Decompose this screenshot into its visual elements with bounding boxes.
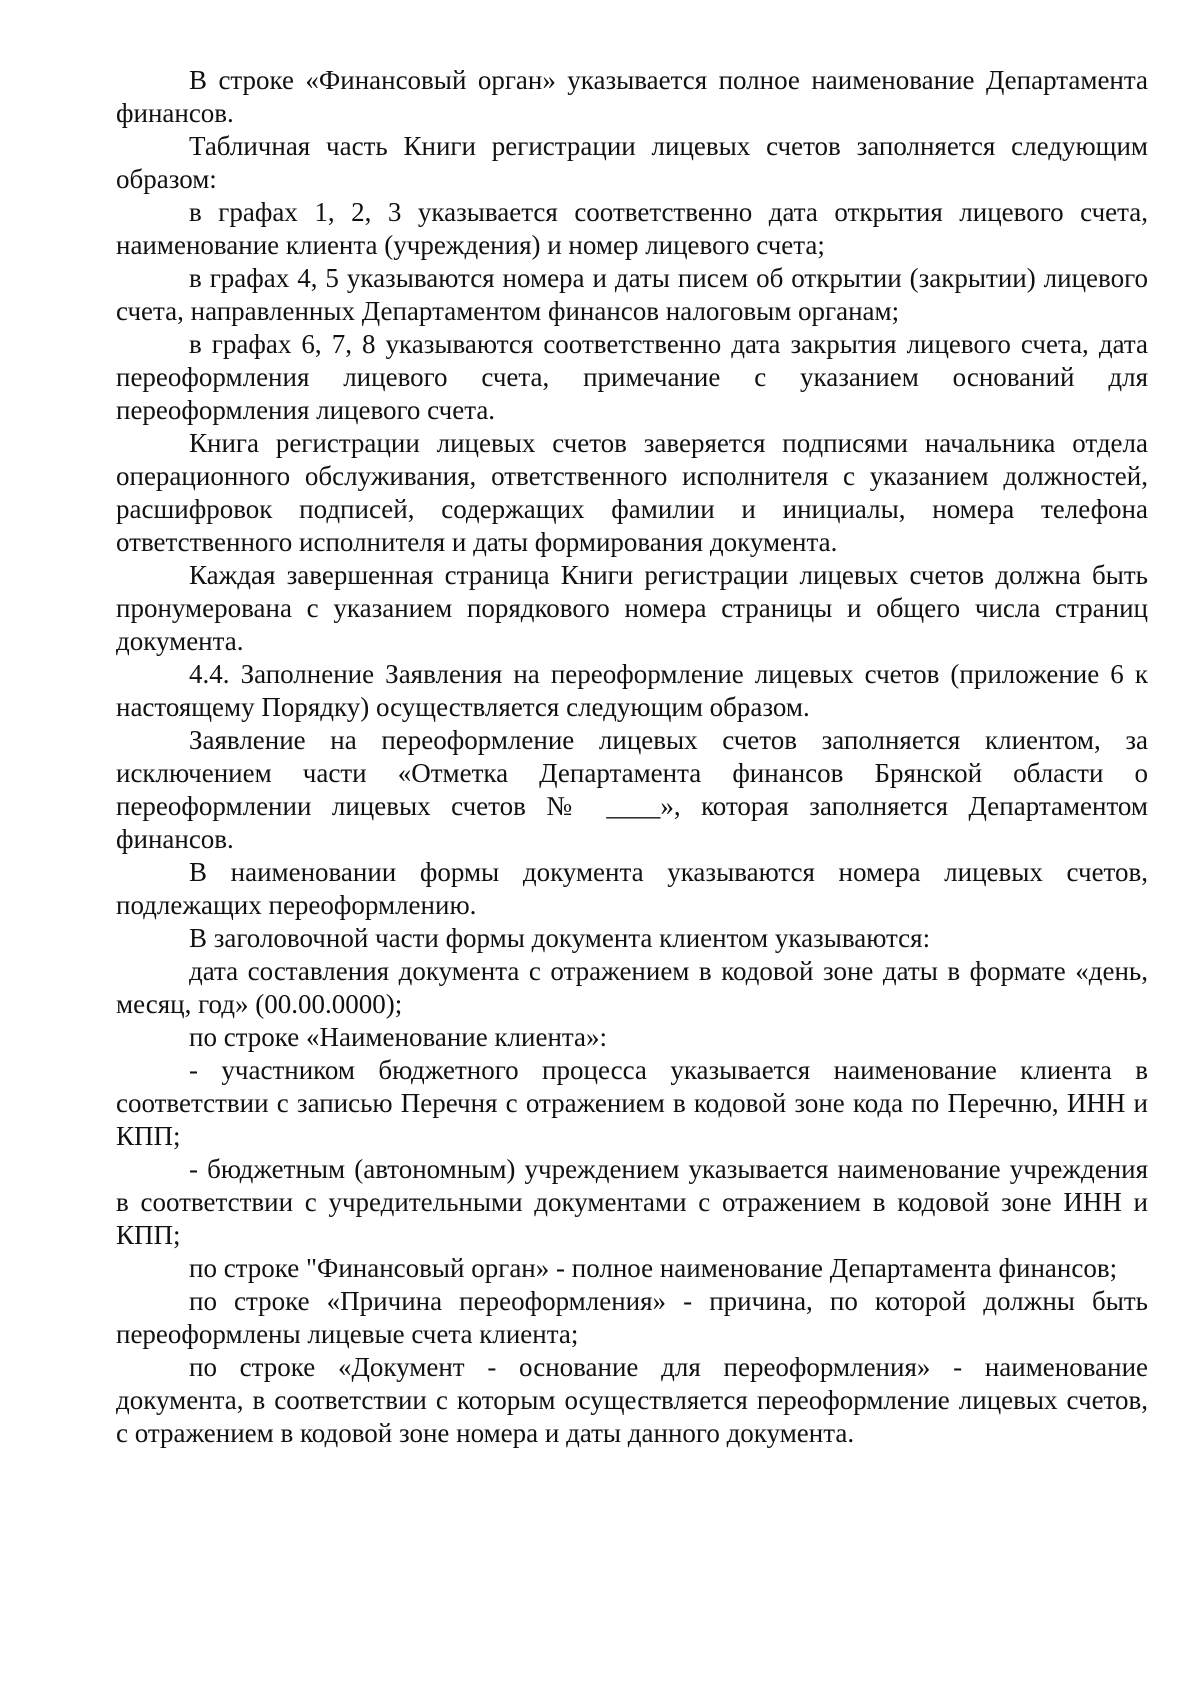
list-item: - участником бюджетного процесса указывается наименование клиента в соответствии с записью Перечня с отражением в кодовой зоне кода по Перечню, ИНН и КПП;	[116, 1055, 1148, 1151]
paragraph: Табличная часть Книги регистрации лицевых счетов заполняется следующим образом:	[116, 131, 1148, 194]
paragraph: В строке «Финансовый орган» указывается полное наименование Департамента финансов.	[116, 65, 1148, 128]
paragraph: Заявление на переоформление лицевых счетов заполняется клиентом, за исключением части «Отметка Департамента финансов Брянской области о переоформлении лицевых счетов № ____», которая заполняется Департаментом финансов.	[116, 725, 1148, 854]
paragraph: в графах 1, 2, 3 указывается соответственно дата открытия лицевого счета, наименование клиента (учреждения) и номер лицевого счета;	[116, 197, 1148, 260]
document-page	[116, 64, 1148, 1450]
paragraph: по строке «Причина переоформления» - причина, по которой должны быть переоформлены лицевые счета клиента;	[116, 1286, 1148, 1349]
paragraph: Каждая завершенная страница Книги регистрации лицевых счетов должна быть пронумерована с указанием порядкового номера страницы и общего числа страниц документа.	[116, 560, 1148, 656]
list-item: - бюджетным (автономным) учреждением указывается наименование учреждения в соответствии с учредительными документами с отражением в кодовой зоне ИНН и КПП;	[116, 1154, 1148, 1250]
paragraph: В заголовочной части формы документа клиентом указываются:	[189, 923, 931, 953]
paragraph: дата составления документа с отражением в кодовой зоне даты в формате «день, месяц, год» (00.00.0000);	[116, 956, 1148, 1019]
paragraph: по строке «Документ - основание для переоформления» - наименование документа, в соответствии с которым осуществляется переоформление лицевых счетов, с отражением в кодовой зоне номера и даты данного документа.	[116, 1352, 1148, 1448]
paragraph: в графах 4, 5 указываются номера и даты писем об открытии (закрытии) лицевого счета, направленных Департаментом финансов налоговым органам;	[116, 263, 1148, 326]
paragraph: Книга регистрации лицевых счетов заверяется подписями начальника отдела операционного обслуживания, ответственного исполнителя с указанием должностей, расшифровок подписей, содержащих фамилии и инициалы, номера телефона ответственного исполнителя и даты формирования документа.	[116, 428, 1148, 557]
paragraph: В наименовании формы документа указываются номера лицевых счетов, подлежащих переоформлению.	[116, 857, 1148, 920]
paragraph: в графах 6, 7, 8 указываются соответственно дата закрытия лицевого счета, дата переоформления лицевого счета, примечание с указанием оснований для переоформления лицевого счета.	[116, 329, 1148, 425]
paragraph: по строке «Наименование клиента»:	[189, 1022, 608, 1052]
section-4-4-paragraph: 4.4. Заполнение Заявления на переоформление лицевых счетов (приложение 6 к настоящему Порядку) осуществляется следующим образом.	[116, 659, 1148, 722]
paragraph: по строке "Финансовый орган» - полное наименование Департамента финансов;	[189, 1253, 1118, 1283]
